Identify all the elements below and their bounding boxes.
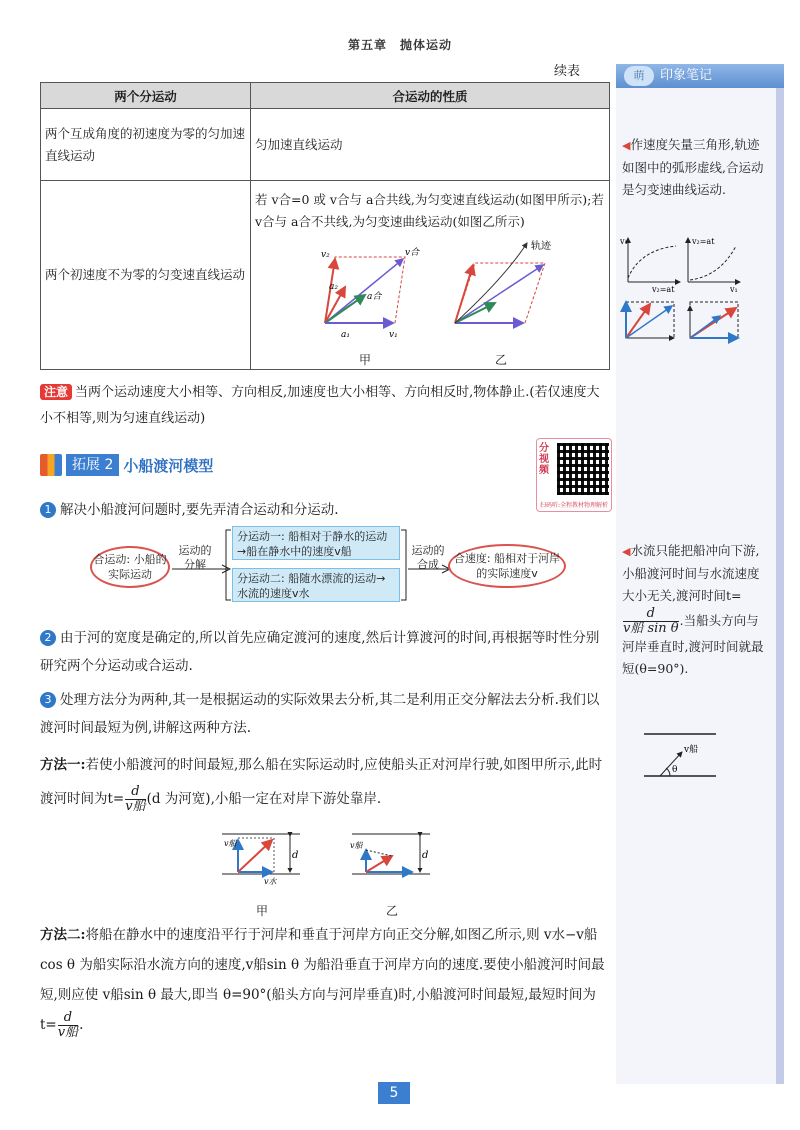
table-row: [41, 181, 610, 370]
label-ahe: a合: [367, 292, 382, 302]
sub-motion-1: 分运动一: 船相对于静水的运动→船在静水中的速度v船: [232, 526, 400, 560]
page-number: 5: [378, 1082, 410, 1104]
label-vchuan-2: v船: [350, 841, 363, 850]
point-3-text: 处理方法分为两种,其一是根据运动的实际效果去分析,其二是利用正交分解法去分析.我们以渡河时间最短为例,讲解这两种方法.: [40, 692, 600, 736]
method-2: [40, 920, 610, 1040]
point-2: [40, 624, 610, 680]
resultant-velocity-node: 合速度: 船相对于河岸的实际速度v: [448, 544, 566, 588]
extension-title: 小船渡河模型: [123, 456, 214, 475]
table-row: [41, 109, 610, 181]
point-1-text: 解决小船渡河问题时,要先弄清合运动和分运动.: [60, 502, 339, 518]
compose-arrow-icon: [408, 564, 452, 574]
side-note-2-t: t=: [725, 588, 742, 603]
continued-label: 续表: [554, 64, 581, 79]
table-cell: 两个初速度不为零的匀变速直线运动: [41, 181, 251, 370]
graph-v1-label: v₁: [620, 237, 628, 246]
method-2-text-b: .: [79, 1017, 84, 1033]
graph-v2-label: v₂=at: [692, 237, 715, 246]
side-note-2-text-a: 水流只能把船冲向下游,小船渡河时间与水流速度大小无关,渡河时间: [622, 543, 760, 603]
triangle-marker-icon: ◀: [622, 139, 631, 152]
number-badge: 1: [40, 502, 56, 518]
label-vhe: v合: [405, 248, 420, 258]
method-1-text-a: 若使小船渡河的时间最短,那么船在实际运动时,应使船头正对河岸行驶,如图甲所示,此时渡河时间为: [40, 757, 603, 807]
label-a1: a₁: [341, 330, 350, 340]
side-note-2-text-b: .当船头方向与河岸垂直时,渡河时间就最短(θ=90°).: [622, 613, 764, 676]
side-note-2: [622, 540, 766, 680]
sidebar-boat-diagram: [640, 726, 720, 786]
method-1-label: 方法一:: [40, 757, 86, 773]
resultant-motion-node: 合运动: 小船的实际运动: [90, 546, 170, 588]
notes-header: [616, 64, 784, 88]
label-v2: v₂: [321, 250, 330, 260]
qr-code-icon: [557, 443, 609, 495]
attention-text: 当两个运动速度大小相等、方向相反,加速度也大小相等、方向相反时,物体静止.(若仅速度大小不相等,则为匀速直线运动): [40, 385, 600, 426]
method-2-label: 方法二:: [40, 927, 86, 943]
book-icon: [40, 454, 62, 476]
method-1-t: t=: [107, 791, 125, 807]
side-frac-den: v船 sin θ: [623, 621, 679, 636]
frac-num: d: [125, 785, 145, 800]
label-trajectory: 轨迹: [531, 241, 551, 252]
vector-figures: [255, 237, 605, 349]
extension-label: 拓展 2: [66, 454, 119, 476]
river-fig-yi: 乙: [386, 904, 399, 918]
method-1-text-b: (d 为河宽),小船一定在对岸下游处靠岸.: [146, 791, 382, 807]
number-badge: 2: [40, 630, 56, 646]
sub-motion-2: 分运动二: 船随水漂流的运动→水流的速度v水: [232, 568, 400, 602]
table-header: 两个分运动: [41, 83, 251, 109]
qr-tag: 分视频: [539, 443, 549, 476]
notes-title: 印象笔记: [660, 68, 713, 83]
label-d-2: d: [422, 850, 429, 861]
label-a2: a₂: [329, 282, 338, 292]
fig-yi-caption: 乙: [495, 353, 508, 367]
attention-badge: 注意: [40, 384, 72, 400]
frac-den: v船: [57, 1025, 79, 1040]
point-2-text: 由于河的宽度是确定的,所以首先应确定渡河的速度,然后计算渡河的时间,再根据等时性分别研究两个分运动或合运动.: [40, 630, 600, 674]
label-d: d: [292, 850, 299, 861]
side-note-2-fraction: [623, 607, 679, 636]
extension-heading: [40, 452, 213, 478]
frac-den: v船: [125, 799, 146, 814]
number-badge: 3: [40, 692, 56, 708]
method-2-text-a: 将船在静水中的速度沿平行于河岸和垂直于河岸方向正交分解,如图乙所示,则 v水−v船cos θ 为船实际沿水流方向的速度,v船sin θ 为船沿垂直于河岸方向的速度.要使小船渡河时间最短,则应使 v船sin θ 最大,即当 θ=90°(船头方向与河岸垂直)时,小船渡河时间最短,最短时间为: [40, 927, 605, 1003]
sidebar-stripe: [776, 64, 784, 1084]
chapter-title: 第五章 抛体运动: [347, 38, 452, 52]
method-2-fraction: [58, 1011, 78, 1040]
table-cell-figures: [251, 181, 610, 370]
label-vshui: v水: [264, 877, 277, 886]
sidebar-vchuan-label: v船: [684, 745, 699, 755]
sidebar-theta-label: θ: [672, 765, 678, 775]
motion-table: [40, 82, 610, 370]
table-cell: 匀加速直线运动: [251, 109, 610, 181]
label-v1: v₁: [389, 330, 398, 340]
river-fig-jia: 甲: [256, 904, 269, 918]
left-brace-icon: [222, 528, 232, 604]
label-vchuan: v船: [224, 839, 237, 848]
table-cell-text: 若 v合=0 或 v合与 a合共线,为匀变速直线运动(如图甲所示);若 v合与 a合不共线,为匀变速曲线运动(如图乙所示): [255, 192, 604, 229]
frac-num: d: [58, 1011, 78, 1026]
graph-v2-axis-label: v₂=at: [652, 285, 675, 294]
decompose-label: 运动的分解: [178, 544, 212, 571]
table-cell: 两个互成角度的初速度为零的匀加速直线运动: [41, 109, 251, 181]
side-note-1: [622, 134, 766, 201]
sidebar-graphs: [620, 232, 770, 352]
table-header-row: [41, 83, 610, 109]
method-2-t: t=: [40, 1017, 57, 1033]
qr-caption: 扫码听:全程教材物理解析: [539, 502, 609, 509]
point-3: [40, 686, 610, 742]
elephant-icon: 萌: [624, 66, 654, 86]
compose-label: 运动的合成: [411, 544, 445, 571]
table-header: 合运动的性质: [251, 83, 610, 109]
side-note-1-text: 作速度矢量三角形,轨迹如图中的弧形虚线,合运动是匀变速曲线运动.: [622, 137, 764, 197]
graph-v1-axis-label: v₁: [730, 285, 738, 294]
method-1-fraction: [125, 785, 145, 814]
side-frac-num: d: [623, 607, 679, 622]
river-diagrams: [216, 826, 446, 896]
concept-map: [90, 524, 570, 604]
fig-jia-caption: 甲: [359, 353, 372, 367]
method-1: [40, 748, 610, 816]
triangle-marker-icon: ◀: [622, 545, 631, 558]
attention-note: [40, 380, 610, 432]
point-1: [40, 496, 610, 524]
